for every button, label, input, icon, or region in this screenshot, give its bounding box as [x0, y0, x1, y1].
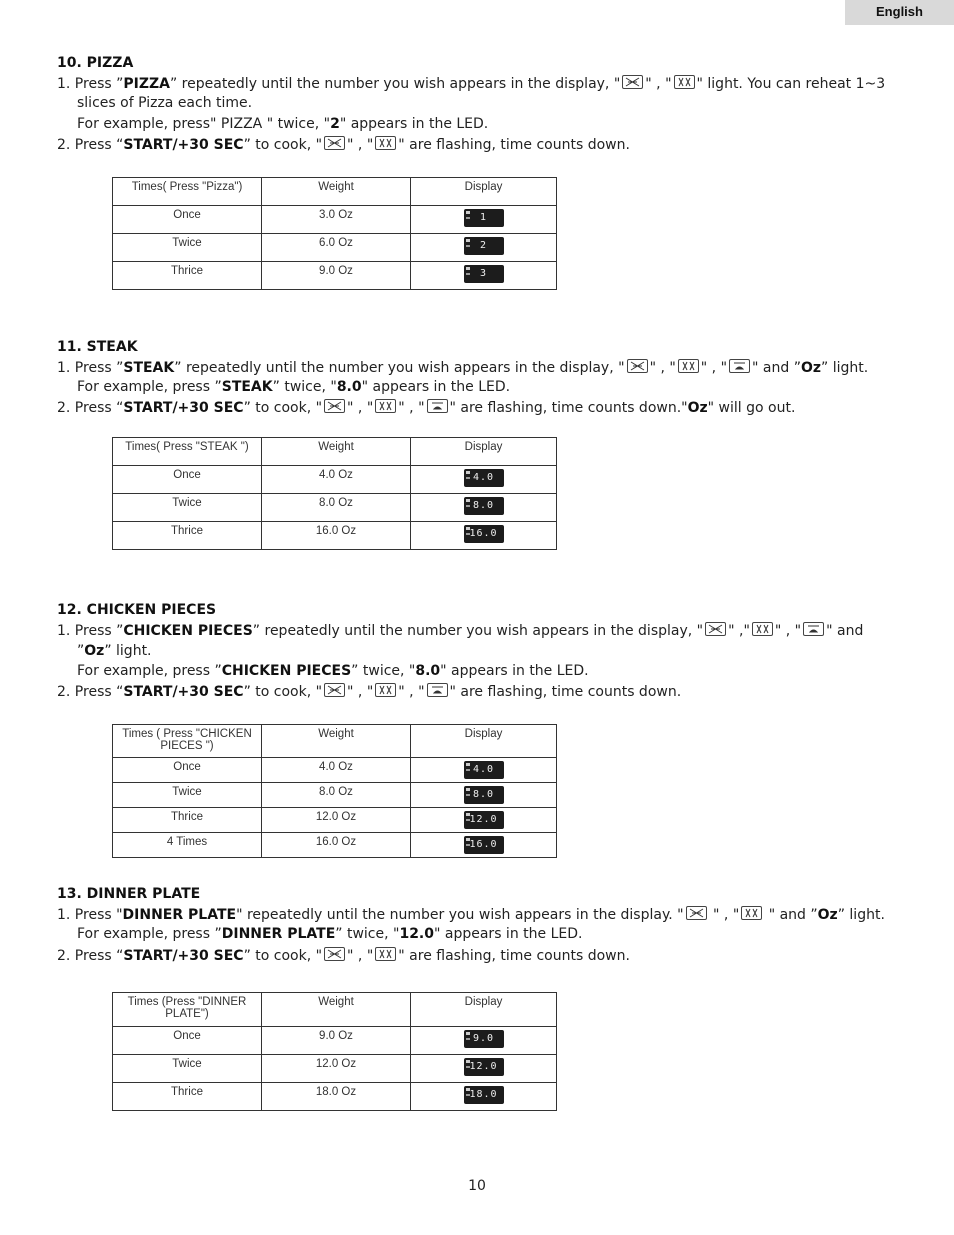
- cook-icon: [324, 947, 345, 961]
- weight-cell: 8.0 Oz: [262, 783, 411, 808]
- times-cell: Twice: [113, 494, 262, 522]
- table-header-display: Display: [411, 993, 557, 1027]
- cook-icon: [622, 75, 643, 89]
- weight-cell: 18.0 Oz: [262, 1083, 411, 1111]
- times-cell: Thrice: [113, 808, 262, 833]
- table-row: [113, 783, 557, 808]
- table-header-times: Times( Press "Pizza"): [113, 178, 262, 206]
- led-display: 2: [464, 237, 504, 255]
- display-cell: [411, 783, 557, 808]
- section-title-chicken: 12. CHICKEN PIECES: [57, 602, 217, 618]
- heat-icon: [375, 136, 396, 150]
- weight-cell: 6.0 Oz: [262, 234, 411, 262]
- table-row: [113, 808, 557, 833]
- table-row: [113, 466, 557, 494]
- pizza-table: [112, 177, 557, 290]
- led-display: 9.0: [464, 1030, 504, 1048]
- dinner-step-2: 2. Press “START/+30 SEC” to cook, " " , " " are flashing, time counts down.: [57, 948, 630, 964]
- display-cell: [411, 758, 557, 783]
- cook-icon: [705, 622, 726, 636]
- display-cell: [411, 1055, 557, 1083]
- section-title-steak: 11. STEAK: [57, 339, 138, 355]
- table-row: [113, 234, 557, 262]
- weight-cell: 4.0 Oz: [262, 758, 411, 783]
- table-header-times: Times (Press "DINNER PLATE"): [113, 993, 262, 1027]
- table-row: [113, 758, 557, 783]
- display-cell: [411, 1083, 557, 1111]
- table-row: [113, 1083, 557, 1111]
- language-tab: English: [845, 0, 954, 25]
- oven-icon: [803, 622, 824, 636]
- chicken-step-2: 2. Press “START/+30 SEC” to cook, " " , " " , " " are flashing, time counts down.: [57, 684, 682, 700]
- steak-step-2: 2. Press “START/+30 SEC” to cook, " " , " " , " " are flashing, time counts down."Oz" will go out.: [57, 400, 796, 416]
- display-cell: [411, 206, 557, 234]
- cook-icon: [324, 683, 345, 697]
- times-cell: Thrice: [113, 522, 262, 550]
- table-header-display: Display: [411, 725, 557, 758]
- display-cell: [411, 262, 557, 290]
- table-header-display: Display: [411, 178, 557, 206]
- led-display: 12.0: [464, 811, 504, 829]
- weight-cell: 9.0 Oz: [262, 262, 411, 290]
- table-header-weight: Weight: [262, 438, 411, 466]
- chicken-step-1-cont: ”Oz” light.: [77, 643, 152, 659]
- weight-cell: 4.0 Oz: [262, 466, 411, 494]
- weight-cell: 16.0 Oz: [262, 522, 411, 550]
- steak-example: For example, press ”STEAK” twice, "8.0" appears in the LED.: [77, 379, 511, 395]
- led-display: 3: [464, 265, 504, 283]
- chicken-step-1: 1. Press ”CHICKEN PIECES” repeatedly until the number you wish appears in the display, " " ," " , " " and: [57, 623, 864, 639]
- heat-icon: [741, 906, 762, 920]
- heat-icon: [375, 947, 396, 961]
- weight-cell: 12.0 Oz: [262, 1055, 411, 1083]
- table-row: [113, 522, 557, 550]
- steak-table: [112, 437, 557, 550]
- page-number: 10: [468, 1178, 486, 1194]
- display-cell: [411, 466, 557, 494]
- table-row: [113, 262, 557, 290]
- dinner-example: For example, press ”DINNER PLATE” twice, "12.0" appears in the LED.: [77, 926, 583, 942]
- cook-icon: [324, 136, 345, 150]
- pizza-step-1-cont: slices of Pizza each time.: [77, 95, 253, 111]
- times-cell: Twice: [113, 234, 262, 262]
- table-row: [113, 206, 557, 234]
- display-cell: [411, 494, 557, 522]
- cook-icon: [686, 906, 707, 920]
- display-cell: [411, 1027, 557, 1055]
- table-row: [113, 833, 557, 858]
- table-header-weight: Weight: [262, 993, 411, 1027]
- section-title-pizza: 10. PIZZA: [57, 55, 134, 71]
- pizza-step-2: 2. Press “START/+30 SEC” to cook, " " , " " are flashing, time counts down.: [57, 137, 630, 153]
- steak-step-1: 1. Press ”STEAK” repeatedly until the number you wish appears in the display, " " , " " , " " and ”Oz” light.: [57, 360, 869, 376]
- table-header-times: Times( Press "STEAK "): [113, 438, 262, 466]
- times-cell: Once: [113, 466, 262, 494]
- led-display: 4.0: [464, 469, 504, 487]
- pizza-step-1: 1. Press ”PIZZA” repeatedly until the number you wish appears in the display, " " , " " light. You can reheat 1~3: [57, 76, 886, 92]
- display-cell: [411, 234, 557, 262]
- oven-icon: [427, 683, 448, 697]
- led-display: 12.0: [464, 1058, 504, 1076]
- times-cell: Once: [113, 758, 262, 783]
- chicken-table: [112, 724, 557, 858]
- led-display: 4.0: [464, 761, 504, 779]
- weight-cell: 12.0 Oz: [262, 808, 411, 833]
- dinner-step-1: 1. Press "DINNER PLATE" repeatedly until the number you wish appears in the display. " " , " " and ”Oz” light.: [57, 907, 885, 923]
- dinner-table: [112, 992, 557, 1111]
- weight-cell: 16.0 Oz: [262, 833, 411, 858]
- heat-icon: [752, 622, 773, 636]
- cook-icon: [627, 359, 648, 373]
- section-title-dinner: 13. DINNER PLATE: [57, 886, 201, 902]
- times-cell: 4 Times: [113, 833, 262, 858]
- display-cell: [411, 808, 557, 833]
- cook-icon: [324, 399, 345, 413]
- heat-icon: [375, 399, 396, 413]
- pizza-example: For example, press" PIZZA " twice, "2" appears in the LED.: [77, 116, 489, 132]
- display-cell: [411, 833, 557, 858]
- times-cell: Once: [113, 206, 262, 234]
- led-display: 8.0: [464, 786, 504, 804]
- table-row: [113, 1055, 557, 1083]
- table-row: [113, 494, 557, 522]
- oven-icon: [427, 399, 448, 413]
- table-header-weight: Weight: [262, 178, 411, 206]
- times-cell: Once: [113, 1027, 262, 1055]
- times-cell: Twice: [113, 1055, 262, 1083]
- oven-icon: [729, 359, 750, 373]
- times-cell: Thrice: [113, 1083, 262, 1111]
- table-header-times: Times ( Press "CHICKEN PIECES "): [113, 725, 262, 758]
- led-display: 1: [464, 209, 504, 227]
- led-display: 16.0: [464, 836, 504, 854]
- times-cell: Twice: [113, 783, 262, 808]
- led-display: 18.0: [464, 1086, 504, 1104]
- table-header-weight: Weight: [262, 725, 411, 758]
- times-cell: Thrice: [113, 262, 262, 290]
- heat-icon: [674, 75, 695, 89]
- chicken-example: For example, press ”CHICKEN PIECES” twice, "8.0" appears in the LED.: [77, 663, 589, 679]
- heat-icon: [678, 359, 699, 373]
- weight-cell: 8.0 Oz: [262, 494, 411, 522]
- weight-cell: 9.0 Oz: [262, 1027, 411, 1055]
- led-display: 8.0: [464, 497, 504, 515]
- weight-cell: 3.0 Oz: [262, 206, 411, 234]
- table-row: [113, 1027, 557, 1055]
- table-header-display: Display: [411, 438, 557, 466]
- led-display: 16.0: [464, 525, 504, 543]
- heat-icon: [375, 683, 396, 697]
- display-cell: [411, 522, 557, 550]
